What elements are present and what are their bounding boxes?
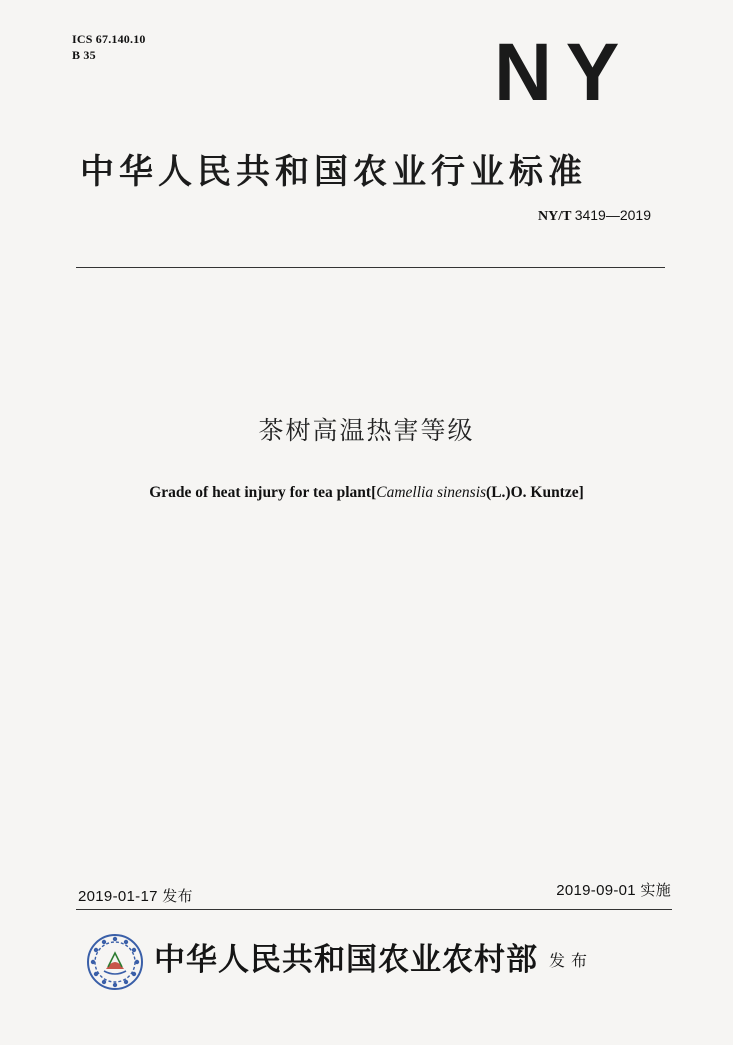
standard-code-number: 3419—2019 (574, 207, 651, 223)
title-en-species: Camellia sinensis (376, 484, 487, 501)
classification-codes (72, 31, 146, 63)
issuing-authority: 中华人民共和国农业农村部 (154, 942, 538, 978)
issue-date: 2019-01-17 发布 (78, 888, 193, 905)
standard-code (538, 206, 651, 226)
title-en-prefix: Grade of heat injury for tea plant[ (149, 484, 377, 501)
standard-code-prefix: NY/T (538, 209, 572, 224)
document-title-chinese: 茶树高温热害等级 (258, 416, 475, 445)
ics-code: ICS 67.140.10 (72, 32, 146, 46)
top-divider (76, 267, 665, 268)
implementation-date: 2019-09-01 实施 (556, 882, 671, 899)
ccs-code: B 35 (72, 48, 96, 62)
document-title-english (0, 483, 733, 503)
bottom-divider (76, 909, 672, 910)
issuer-verb: 发布 (549, 951, 594, 970)
standard-category-title: 中华人民共和国农业行业标准 (80, 152, 587, 192)
ny-logo: NY (494, 27, 634, 118)
title-en-suffix: (L.)O. Kuntze] (486, 484, 584, 501)
ministry-emblem-icon (86, 933, 144, 991)
